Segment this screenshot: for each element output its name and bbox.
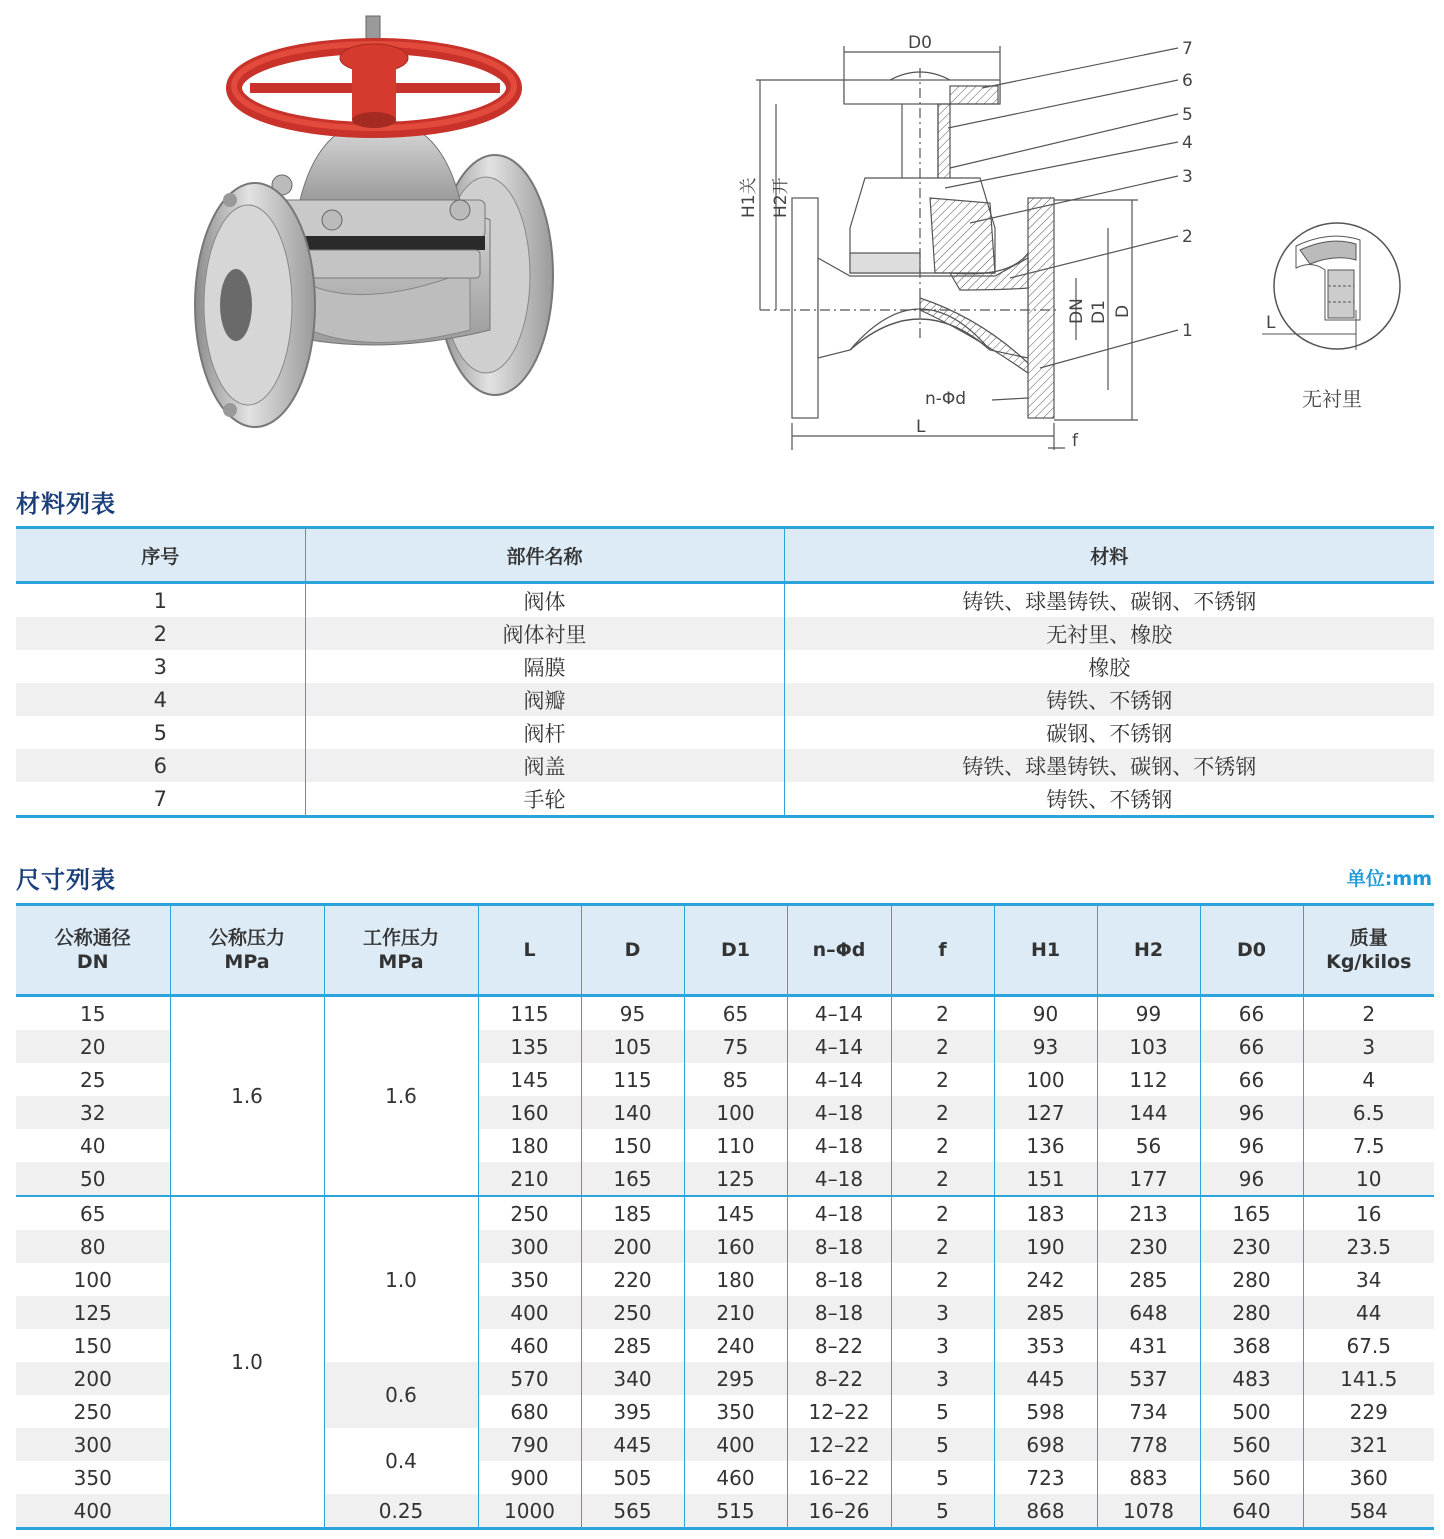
cell-mass: 10 (1303, 1162, 1434, 1196)
cell-d0: 280 (1200, 1263, 1303, 1296)
cell-h1: 242 (994, 1263, 1097, 1296)
cell-n-phid: 12–22 (787, 1428, 891, 1461)
cell-l: 160 (478, 1096, 581, 1129)
cell-dn: 80 (16, 1230, 170, 1263)
cell-h1: 90 (994, 996, 1097, 1031)
cell-n-phid: 8–18 (787, 1230, 891, 1263)
cell-d1: 85 (684, 1063, 787, 1096)
cell-h2: 112 (1097, 1063, 1200, 1096)
cell-d0: 66 (1200, 1030, 1303, 1063)
cell-f: 5 (891, 1428, 994, 1461)
cell-h2: 285 (1097, 1263, 1200, 1296)
cell-d: 200 (581, 1230, 684, 1263)
dimensions-title: 尺寸列表 (16, 866, 116, 894)
materials-row (16, 683, 1434, 716)
cell-d1: 110 (684, 1129, 787, 1162)
cell-n-phid: 16–26 (787, 1494, 891, 1529)
cell-material: 铸铁、不锈钢 (1046, 787, 1173, 812)
cell-f: 2 (891, 1230, 994, 1263)
cell-l: 900 (478, 1461, 581, 1494)
cell-f: 2 (891, 1162, 994, 1196)
dim-label-d0: D0 (908, 33, 932, 53)
cell-n-phid: 8–22 (787, 1362, 891, 1395)
valve-product-photo (170, 10, 590, 440)
header-l: L (478, 905, 581, 996)
cell-d1: 460 (684, 1461, 787, 1494)
cell-h1: 598 (994, 1395, 1097, 1428)
cell-dn: 100 (16, 1263, 170, 1296)
header-mass-line1: 质量 (1349, 927, 1388, 949)
cell-h2: 537 (1097, 1362, 1200, 1395)
detail-label-l: L (1266, 313, 1276, 333)
cell-mass: 23.5 (1303, 1230, 1434, 1263)
cell-mass: 584 (1303, 1494, 1434, 1529)
cell-l: 460 (478, 1329, 581, 1362)
cell-n-phid: 4–14 (787, 1030, 891, 1063)
cell-l: 1000 (478, 1494, 581, 1529)
cell-dn: 150 (16, 1329, 170, 1362)
cell-mass: 4 (1303, 1063, 1434, 1096)
cell-h2: 431 (1097, 1329, 1200, 1362)
dim-label-h2: H2开 (771, 177, 791, 218)
cell-mass: 6.5 (1303, 1096, 1434, 1129)
cell-h1: 723 (994, 1461, 1097, 1494)
cell-part-name: 阀体衬里 (305, 617, 784, 650)
cell-f: 3 (891, 1329, 994, 1362)
detail-caption: 无衬里 (1302, 387, 1362, 411)
cell-h1: 868 (994, 1494, 1097, 1529)
cell-f: 2 (891, 1263, 994, 1296)
cell-index: 3 (16, 650, 305, 683)
cell-working-pressure: 1.6 (324, 996, 478, 1197)
cell-dn: 400 (16, 1494, 170, 1529)
materials-row (16, 617, 1434, 650)
cell-dn: 40 (16, 1129, 170, 1162)
cell-material: 铸铁、不锈钢 (784, 683, 1434, 716)
cell-mass: 3 (1303, 1030, 1434, 1063)
dimensions-row (16, 996, 1434, 1031)
cell-nominal-pressure: 1.0 (170, 1196, 324, 1529)
cell-n-phid: 4–18 (787, 1129, 891, 1162)
header-part-name: 部件名称 (305, 528, 784, 583)
cell-dn: 350 (16, 1461, 170, 1494)
materials-row (16, 716, 1434, 749)
callout-4: 4 (1182, 133, 1193, 153)
materials-row (16, 583, 1434, 618)
dim-label-f: f (1072, 431, 1078, 451)
dim-label-d1: D1 (1089, 300, 1109, 324)
cell-material: 铸铁、球墨铸铁、碳钢、不锈钢 (784, 749, 1434, 782)
cell-part-name: 阀瓣 (305, 683, 784, 716)
cell-index: 1 (16, 583, 305, 618)
cell-h1: 353 (994, 1329, 1097, 1362)
cell-d: 150 (581, 1129, 684, 1162)
cell-h1: 190 (994, 1230, 1097, 1263)
cell-d0: 368 (1200, 1329, 1303, 1362)
cell-index: 7 (16, 782, 305, 817)
cell-d: 395 (581, 1395, 684, 1428)
callout-1: 1 (1182, 321, 1193, 341)
header-mass-line2: Kg/kilos (1326, 951, 1412, 973)
cell-d1: 400 (684, 1428, 787, 1461)
cell-working-pressure: 0.4 (324, 1428, 478, 1494)
dim-label-l: L (916, 417, 926, 437)
cell-f: 3 (891, 1362, 994, 1395)
cell-mass: 16 (1303, 1196, 1434, 1230)
cell-f: 2 (891, 1030, 994, 1063)
cell-mass: 141.5 (1303, 1362, 1434, 1395)
cell-d1: 65 (684, 996, 787, 1031)
cell-l: 145 (478, 1063, 581, 1096)
cell-d: 165 (581, 1162, 684, 1196)
cell-dn: 65 (16, 1196, 170, 1230)
cell-n-phid: 4–18 (787, 1096, 891, 1129)
cell-mass: 229 (1303, 1395, 1434, 1428)
cell-index: 5 (16, 716, 305, 749)
cell-dn: 20 (16, 1030, 170, 1063)
cell-working-pressure: 1.0 (324, 1196, 478, 1362)
cell-h2: 778 (1097, 1428, 1200, 1461)
cell-l: 570 (478, 1362, 581, 1395)
dimensions-row (16, 1196, 1434, 1230)
header-material: 材料 (784, 528, 1434, 583)
cell-f: 5 (891, 1461, 994, 1494)
cell-h1: 100 (994, 1063, 1097, 1096)
cell-d0: 96 (1200, 1129, 1303, 1162)
cell-dn: 15 (16, 996, 170, 1031)
cell-d: 105 (581, 1030, 684, 1063)
cell-index: 2 (16, 617, 305, 650)
callout-3: 3 (1182, 167, 1193, 187)
header-mass (1303, 905, 1434, 996)
cell-part-name: 阀杆 (305, 716, 784, 749)
cell-d: 220 (581, 1263, 684, 1296)
materials-table (16, 526, 1434, 818)
materials-row (16, 782, 1434, 817)
header-d0: D0 (1200, 905, 1303, 996)
dim-label-n-phid: n-Φd (925, 389, 967, 409)
cell-d: 250 (581, 1296, 684, 1329)
cell-l: 680 (478, 1395, 581, 1428)
cell-d1: 210 (684, 1296, 787, 1329)
cell-h2: 883 (1097, 1461, 1200, 1494)
cell-h2: 1078 (1097, 1494, 1200, 1529)
cell-l: 210 (478, 1162, 581, 1196)
cell-l: 300 (478, 1230, 581, 1263)
cell-d0: 66 (1200, 1063, 1303, 1096)
cell-d0: 96 (1200, 1096, 1303, 1129)
cell-f: 3 (891, 1296, 994, 1329)
cell-mass: 34 (1303, 1263, 1434, 1296)
cell-d0: 483 (1200, 1362, 1303, 1395)
cell-part-name: 隔膜 (305, 650, 784, 683)
cell-nominal-pressure: 1.6 (170, 996, 324, 1197)
cell-h1: 285 (994, 1296, 1097, 1329)
cell-material: 碳钢、不锈钢 (1046, 721, 1173, 746)
header-d: D (581, 905, 684, 996)
header-wp (324, 905, 478, 996)
cell-d0: 96 (1200, 1162, 1303, 1196)
cell-f: 2 (891, 1063, 994, 1096)
cell-d1: 515 (684, 1494, 787, 1529)
cell-mass: 2 (1303, 996, 1434, 1031)
cell-h2: 734 (1097, 1395, 1200, 1428)
cell-d: 140 (581, 1096, 684, 1129)
cell-n-phid: 16–22 (787, 1461, 891, 1494)
cell-d1: 100 (684, 1096, 787, 1129)
cell-dn: 25 (16, 1063, 170, 1096)
cell-d: 185 (581, 1196, 684, 1230)
cell-material: 铸铁、球墨铸铁、碳钢、不锈钢 (962, 589, 1257, 614)
cell-f: 5 (891, 1494, 994, 1529)
cell-h1: 183 (994, 1196, 1097, 1230)
cell-mass: 360 (1303, 1461, 1434, 1494)
callout-7: 7 (1182, 39, 1193, 59)
cell-d0: 230 (1200, 1230, 1303, 1263)
cell-d1: 240 (684, 1329, 787, 1362)
cell-dn: 250 (16, 1395, 170, 1428)
cell-d0: 280 (1200, 1296, 1303, 1329)
cell-part-name: 手轮 (305, 782, 784, 817)
header-h2: H2 (1097, 905, 1200, 996)
cell-h2: 177 (1097, 1162, 1200, 1196)
cell-mass: 67.5 (1303, 1329, 1434, 1362)
materials-header-row (16, 528, 1434, 583)
cell-n-phid: 4–14 (787, 996, 891, 1031)
cell-l: 135 (478, 1030, 581, 1063)
cell-n-phid: 4–18 (787, 1196, 891, 1230)
cell-d: 285 (581, 1329, 684, 1362)
cell-dn: 50 (16, 1162, 170, 1196)
dim-label-d: D (1113, 304, 1133, 318)
cell-l: 790 (478, 1428, 581, 1461)
callout-6: 6 (1182, 71, 1193, 91)
cell-f: 2 (891, 996, 994, 1031)
cell-l: 180 (478, 1129, 581, 1162)
cell-h2: 144 (1097, 1096, 1200, 1129)
cell-part-name: 阀体 (305, 583, 784, 618)
cell-h1: 136 (994, 1129, 1097, 1162)
cell-h2: 213 (1097, 1196, 1200, 1230)
cell-n-phid: 12–22 (787, 1395, 891, 1428)
materials-row (16, 650, 1434, 683)
header-dn-line2: DN (76, 951, 109, 973)
unit-label: 单位:mm (1346, 868, 1432, 890)
cell-working-pressure: 0.6 (324, 1362, 478, 1428)
cell-d: 115 (581, 1063, 684, 1096)
cell-l: 350 (478, 1263, 581, 1296)
cell-n-phid: 4–18 (787, 1162, 891, 1196)
cell-h2: 99 (1097, 996, 1200, 1031)
cell-h2: 56 (1097, 1129, 1200, 1162)
header-f: f (891, 905, 994, 996)
cell-dn: 300 (16, 1428, 170, 1461)
callout-2: 2 (1182, 227, 1193, 247)
cell-f: 2 (891, 1096, 994, 1129)
header-dn-line1: 公称通径 (54, 927, 131, 949)
lining-detail-drawing (1240, 210, 1430, 430)
cell-working-pressure: 0.25 (324, 1494, 478, 1529)
valve-section-drawing (720, 28, 1280, 458)
cell-l: 400 (478, 1296, 581, 1329)
callout-5: 5 (1182, 105, 1193, 125)
cell-d0: 500 (1200, 1395, 1303, 1428)
cell-n-phid: 8–22 (787, 1329, 891, 1362)
cell-h2: 103 (1097, 1030, 1200, 1063)
cell-material: 橡胶 (1088, 655, 1131, 680)
cell-dn: 32 (16, 1096, 170, 1129)
materials-row (16, 749, 1434, 782)
materials-title: 材料列表 (16, 490, 116, 518)
cell-h1: 127 (994, 1096, 1097, 1129)
header-pn (170, 905, 324, 996)
cell-n-phid: 8–18 (787, 1296, 891, 1329)
cell-index: 6 (16, 749, 305, 782)
cell-dn: 200 (16, 1362, 170, 1395)
cell-h1: 93 (994, 1030, 1097, 1063)
cell-mass: 44 (1303, 1296, 1434, 1329)
cell-f: 2 (891, 1129, 994, 1162)
cell-part-name: 阀盖 (305, 749, 784, 782)
header-wp-line2: MPa (378, 951, 424, 973)
cell-d: 445 (581, 1428, 684, 1461)
header-pn-line1: 公称压力 (208, 927, 285, 949)
cell-f: 2 (891, 1196, 994, 1230)
dim-label-h1: H1关 (739, 177, 759, 218)
dimensions-header-row (16, 905, 1434, 996)
header-index: 序号 (16, 528, 305, 583)
cell-dn: 125 (16, 1296, 170, 1329)
cell-d1: 160 (684, 1230, 787, 1263)
cell-h2: 648 (1097, 1296, 1200, 1329)
cell-h1: 698 (994, 1428, 1097, 1461)
cell-d1: 145 (684, 1196, 787, 1230)
cell-d: 340 (581, 1362, 684, 1395)
cell-d0: 560 (1200, 1461, 1303, 1494)
cell-l: 115 (478, 996, 581, 1031)
cell-n-phid: 4–14 (787, 1063, 891, 1096)
cell-l: 250 (478, 1196, 581, 1230)
cell-material: 无衬里、橡胶 (784, 617, 1434, 650)
cell-n-phid: 8–18 (787, 1263, 891, 1296)
cell-d0: 165 (1200, 1196, 1303, 1230)
cell-mass: 321 (1303, 1428, 1434, 1461)
cell-mass: 7.5 (1303, 1129, 1434, 1162)
cell-h2: 230 (1097, 1230, 1200, 1263)
cell-d1: 350 (684, 1395, 787, 1428)
cell-index: 4 (16, 683, 305, 716)
dimensions-table (16, 903, 1434, 1530)
cell-d0: 66 (1200, 996, 1303, 1031)
cell-d0: 640 (1200, 1494, 1303, 1529)
cell-d: 95 (581, 996, 684, 1031)
header-n-phid: n–Φd (787, 905, 891, 996)
cell-h1: 445 (994, 1362, 1097, 1395)
header-wp-line1: 工作压力 (362, 927, 439, 949)
cell-d1: 125 (684, 1162, 787, 1196)
cell-d1: 75 (684, 1030, 787, 1063)
header-h1: H1 (994, 905, 1097, 996)
dim-label-dn: DN (1067, 298, 1087, 324)
cell-f: 5 (891, 1395, 994, 1428)
cell-h1: 151 (994, 1162, 1097, 1196)
cell-d1: 295 (684, 1362, 787, 1395)
cell-d1: 180 (684, 1263, 787, 1296)
cell-d: 565 (581, 1494, 684, 1529)
cell-d0: 560 (1200, 1428, 1303, 1461)
header-pn-line2: MPa (224, 951, 270, 973)
header-d1: D1 (684, 905, 787, 996)
header-dn (16, 905, 170, 996)
cell-d: 505 (581, 1461, 684, 1494)
